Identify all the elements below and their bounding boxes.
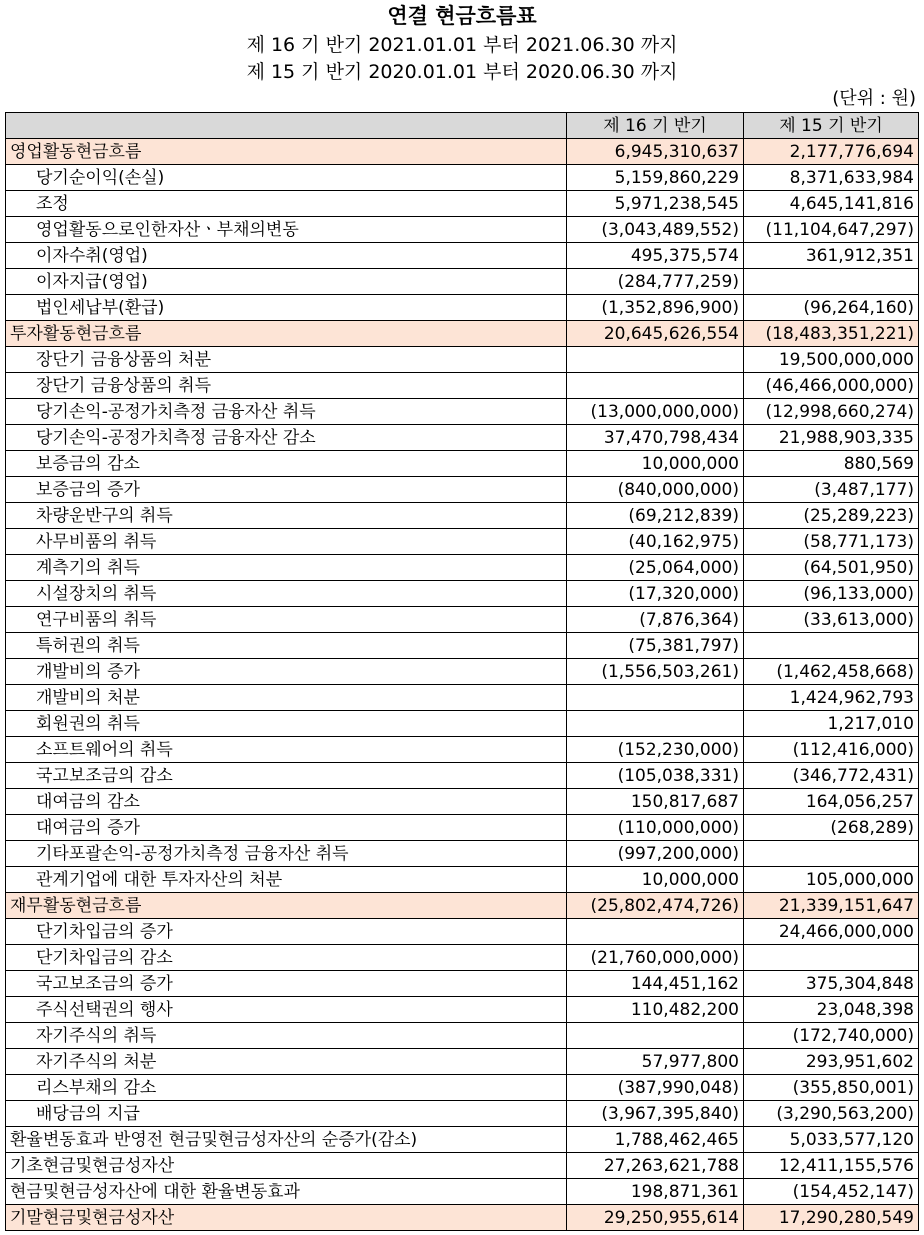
row-label: 개발비의 처분 xyxy=(6,685,567,711)
row-prior-value: 2,177,776,694 xyxy=(744,139,919,165)
row-current-value: 110,482,200 xyxy=(567,997,744,1023)
row-current-value: 10,000,000 xyxy=(567,451,744,477)
row-prior-value: (11,104,647,297) xyxy=(744,217,919,243)
row-label: 국고보조금의 감소 xyxy=(6,763,567,789)
table-row xyxy=(6,269,919,295)
row-label: 보증금의 감소 xyxy=(6,451,567,477)
table-row xyxy=(6,763,919,789)
unit-label: (단위 : 원) xyxy=(832,88,916,109)
table-row xyxy=(6,789,919,815)
table-row xyxy=(6,1075,919,1101)
row-prior-value: 23,048,398 xyxy=(744,997,919,1023)
row-label: 배당금의 지급 xyxy=(6,1101,567,1127)
row-prior-value: 24,466,000,000 xyxy=(744,919,919,945)
row-prior-value: 5,033,577,120 xyxy=(744,1127,919,1153)
row-prior-value: (25,289,223) xyxy=(744,503,919,529)
row-current-value: (25,064,000) xyxy=(567,555,744,581)
row-prior-value: 21,988,903,335 xyxy=(744,425,919,451)
row-prior-value: 1,217,010 xyxy=(744,711,919,737)
table-row xyxy=(6,165,919,191)
row-prior-value: 17,290,280,549 xyxy=(744,1205,919,1231)
row-label: 보증금의 증가 xyxy=(6,477,567,503)
row-label: 단기차입금의 감소 xyxy=(6,945,567,971)
row-label: 리스부채의 감소 xyxy=(6,1075,567,1101)
table-row xyxy=(6,529,919,555)
table-row xyxy=(6,815,919,841)
row-current-value: (40,162,975) xyxy=(567,529,744,555)
table-row xyxy=(6,841,919,867)
row-current-value: (7,876,364) xyxy=(567,607,744,633)
row-label: 투자활동현금흐름 xyxy=(6,321,567,347)
row-prior-value: (355,850,001) xyxy=(744,1075,919,1101)
row-current-value: (105,038,331) xyxy=(567,763,744,789)
table-row xyxy=(6,919,919,945)
header-prior: 제 15 기 반기 xyxy=(744,113,919,139)
row-current-value: 29,250,955,614 xyxy=(567,1205,744,1231)
row-prior-value: 8,371,633,984 xyxy=(744,165,919,191)
row-current-value: (1,556,503,261) xyxy=(567,659,744,685)
row-label: 현금및현금성자산에 대한 환율변동효과 xyxy=(6,1179,567,1205)
row-label: 관계기업에 대한 투자자산의 처분 xyxy=(6,867,567,893)
table-row xyxy=(6,633,919,659)
row-label: 환율변동효과 반영전 현금및현금성자산의 순증가(감소) xyxy=(6,1127,567,1153)
row-prior-value: (346,772,431) xyxy=(744,763,919,789)
table-row xyxy=(6,945,919,971)
cash-flow-table xyxy=(5,112,919,1231)
row-current-value: (69,212,839) xyxy=(567,503,744,529)
table-row xyxy=(6,1179,919,1205)
row-prior-value: (33,613,000) xyxy=(744,607,919,633)
row-current-value: (152,230,000) xyxy=(567,737,744,763)
row-label: 기초현금및현금성자산 xyxy=(6,1153,567,1179)
row-prior-value xyxy=(744,633,919,659)
row-prior-value: (18,483,351,221) xyxy=(744,321,919,347)
row-prior-value: (112,416,000) xyxy=(744,737,919,763)
row-current-value: (387,990,048) xyxy=(567,1075,744,1101)
row-prior-value: 293,951,602 xyxy=(744,1049,919,1075)
row-current-value: 150,817,687 xyxy=(567,789,744,815)
row-current-value xyxy=(567,1023,744,1049)
row-current-value xyxy=(567,373,744,399)
row-label: 자기주식의 처분 xyxy=(6,1049,567,1075)
period-prior: 제 15 기 반기 2020.01.01 부터 2020.06.30 까지 xyxy=(246,61,678,83)
row-current-value: 5,971,238,545 xyxy=(567,191,744,217)
row-prior-value: (268,289) xyxy=(744,815,919,841)
row-current-value: (997,200,000) xyxy=(567,841,744,867)
row-prior-value: (3,290,563,200) xyxy=(744,1101,919,1127)
table-row xyxy=(6,711,919,737)
table-row xyxy=(6,451,919,477)
row-current-value: 5,159,860,229 xyxy=(567,165,744,191)
row-prior-value: (12,998,660,274) xyxy=(744,399,919,425)
row-label: 당기손익-공정가치측정 금융자산 감소 xyxy=(6,425,567,451)
row-label: 기타포괄손익-공정가치측정 금융자산 취득 xyxy=(6,841,567,867)
row-label: 장단기 금융상품의 취득 xyxy=(6,373,567,399)
row-label: 특허권의 취득 xyxy=(6,633,567,659)
table-row xyxy=(6,867,919,893)
row-label: 차량운반구의 취득 xyxy=(6,503,567,529)
section-row xyxy=(6,321,919,347)
row-prior-value: (1,462,458,668) xyxy=(744,659,919,685)
table-row xyxy=(6,191,919,217)
row-current-value: (284,777,259) xyxy=(567,269,744,295)
table-row xyxy=(6,685,919,711)
table-row xyxy=(6,477,919,503)
row-prior-value: 1,424,962,793 xyxy=(744,685,919,711)
row-current-value: (1,352,896,900) xyxy=(567,295,744,321)
table-row xyxy=(6,373,919,399)
row-current-value: 37,470,798,434 xyxy=(567,425,744,451)
header-current: 제 16 기 반기 xyxy=(567,113,744,139)
row-current-value: 198,871,361 xyxy=(567,1179,744,1205)
section-row xyxy=(6,1205,919,1231)
header-row xyxy=(6,113,919,139)
section-row xyxy=(6,139,919,165)
table-row xyxy=(6,607,919,633)
row-prior-value: 21,339,151,647 xyxy=(744,893,919,919)
row-current-value: 495,375,574 xyxy=(567,243,744,269)
row-prior-value: 375,304,848 xyxy=(744,971,919,997)
row-current-value xyxy=(567,919,744,945)
row-current-value: (13,000,000,000) xyxy=(567,399,744,425)
row-prior-value: (96,264,160) xyxy=(744,295,919,321)
row-label: 국고보조금의 증가 xyxy=(6,971,567,997)
row-current-value: 1,788,462,465 xyxy=(567,1127,744,1153)
row-label: 사무비품의 취득 xyxy=(6,529,567,555)
row-label: 주식선택권의 행사 xyxy=(6,997,567,1023)
row-current-value: 57,977,800 xyxy=(567,1049,744,1075)
row-prior-value: (64,501,950) xyxy=(744,555,919,581)
row-current-value: 6,945,310,637 xyxy=(567,139,744,165)
row-label: 회원권의 취득 xyxy=(6,711,567,737)
table-row xyxy=(6,1101,919,1127)
table-row xyxy=(6,659,919,685)
row-current-value: (75,381,797) xyxy=(567,633,744,659)
row-label: 재무활동현금흐름 xyxy=(6,893,567,919)
row-current-value: 144,451,162 xyxy=(567,971,744,997)
row-label: 이자지급(영업) xyxy=(6,269,567,295)
table-row xyxy=(6,971,919,997)
row-label: 연구비품의 취득 xyxy=(6,607,567,633)
row-label: 영업활동현금흐름 xyxy=(6,139,567,165)
row-label: 소프트웨어의 취득 xyxy=(6,737,567,763)
table-row xyxy=(6,555,919,581)
row-prior-value xyxy=(744,841,919,867)
row-current-value: 27,263,621,788 xyxy=(567,1153,744,1179)
table-row xyxy=(6,217,919,243)
table-row xyxy=(6,997,919,1023)
row-prior-value: 880,569 xyxy=(744,451,919,477)
row-current-value: 10,000,000 xyxy=(567,867,744,893)
row-prior-value: (172,740,000) xyxy=(744,1023,919,1049)
row-current-value: (3,043,489,552) xyxy=(567,217,744,243)
row-label: 개발비의 증가 xyxy=(6,659,567,685)
row-label: 당기순이익(손실) xyxy=(6,165,567,191)
row-current-value: (17,320,000) xyxy=(567,581,744,607)
row-current-value: (21,760,000,000) xyxy=(567,945,744,971)
row-label: 장단기 금융상품의 처분 xyxy=(6,347,567,373)
row-prior-value: 361,912,351 xyxy=(744,243,919,269)
table-row xyxy=(6,295,919,321)
table-row xyxy=(6,1127,919,1153)
table-row xyxy=(6,347,919,373)
row-prior-value: 164,056,257 xyxy=(744,789,919,815)
row-label: 기말현금및현금성자산 xyxy=(6,1205,567,1231)
table-row xyxy=(6,399,919,425)
row-prior-value: 12,411,155,576 xyxy=(744,1153,919,1179)
row-label: 계측기의 취득 xyxy=(6,555,567,581)
header-label xyxy=(6,113,567,139)
row-label: 이자수취(영업) xyxy=(6,243,567,269)
period-current: 제 16 기 반기 2021.01.01 부터 2021.06.30 까지 xyxy=(246,34,678,56)
row-prior-value: 105,000,000 xyxy=(744,867,919,893)
row-prior-value: 4,645,141,816 xyxy=(744,191,919,217)
row-prior-value: (46,466,000,000) xyxy=(744,373,919,399)
table-row xyxy=(6,1023,919,1049)
table-row xyxy=(6,503,919,529)
row-prior-value xyxy=(744,269,919,295)
row-current-value: (110,000,000) xyxy=(567,815,744,841)
row-current-value: (3,967,395,840) xyxy=(567,1101,744,1127)
table-row xyxy=(6,243,919,269)
table-row xyxy=(6,425,919,451)
row-label: 법인세납부(환급) xyxy=(6,295,567,321)
table-row xyxy=(6,737,919,763)
row-prior-value: (154,452,147) xyxy=(744,1179,919,1205)
statement-title: 연결 현금흐름표 xyxy=(387,4,537,28)
row-prior-value xyxy=(744,945,919,971)
row-label: 당기손익-공정가치측정 금융자산 취득 xyxy=(6,399,567,425)
row-label: 단기차입금의 증가 xyxy=(6,919,567,945)
row-label: 영업활동으로인한자산ㆍ부채의변동 xyxy=(6,217,567,243)
section-row xyxy=(6,893,919,919)
row-label: 조정 xyxy=(6,191,567,217)
row-label: 시설장치의 취득 xyxy=(6,581,567,607)
row-label: 자기주식의 취득 xyxy=(6,1023,567,1049)
row-prior-value: (96,133,000) xyxy=(744,581,919,607)
row-current-value: (840,000,000) xyxy=(567,477,744,503)
row-current-value: 20,645,626,554 xyxy=(567,321,744,347)
row-prior-value: (58,771,173) xyxy=(744,529,919,555)
table-row xyxy=(6,581,919,607)
row-current-value xyxy=(567,347,744,373)
row-prior-value: (3,487,177) xyxy=(744,477,919,503)
row-current-value: (25,802,474,726) xyxy=(567,893,744,919)
row-current-value xyxy=(567,685,744,711)
row-prior-value: 19,500,000,000 xyxy=(744,347,919,373)
row-current-value xyxy=(567,711,744,737)
table-row xyxy=(6,1049,919,1075)
row-label: 대여금의 증가 xyxy=(6,815,567,841)
table-row xyxy=(6,1153,919,1179)
row-label: 대여금의 감소 xyxy=(6,789,567,815)
